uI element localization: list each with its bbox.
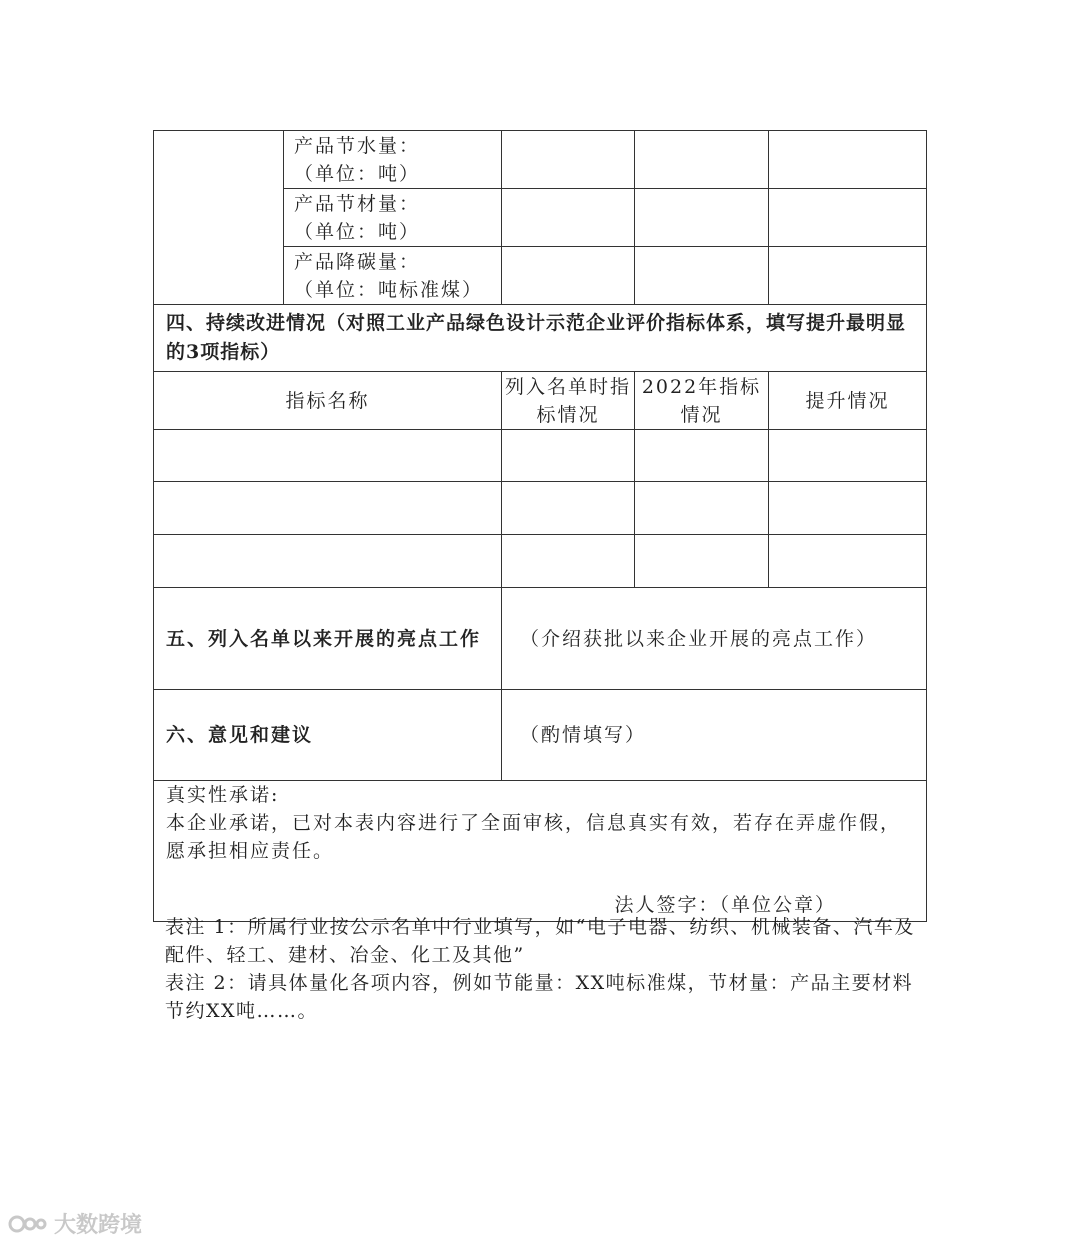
input-cell[interactable] (154, 430, 502, 482)
table-row (154, 535, 927, 588)
note-2: 表注 2：请具体量化各项内容，例如节能量：XX吨标准煤，节材量：产品主要材料节约XX吨……。 (165, 972, 914, 1022)
table-row (154, 430, 927, 482)
note-1: 表注 1：所属行业按公示名单中行业填写，如“电子电器、纺织、机械装备、汽车及配件、轻工、建材、冶金、化工及其他” (165, 916, 915, 966)
metric-unit: （单位：吨标准煤） (294, 278, 484, 301)
input-cell[interactable] (502, 482, 635, 535)
input-cell[interactable] (502, 430, 635, 482)
input-cell[interactable] (769, 535, 927, 588)
input-cell[interactable] (769, 247, 927, 305)
section3-row (154, 131, 927, 189)
section4-title-row (154, 305, 927, 372)
input-cell[interactable] (635, 535, 769, 588)
input-cell[interactable] (769, 482, 927, 535)
promise-cell (154, 781, 927, 922)
input-cell[interactable] (635, 247, 769, 305)
section5-row (154, 588, 927, 690)
metric-label: 产品降碳量： (294, 250, 421, 273)
input-cell[interactable] (769, 189, 927, 247)
watermark (8, 1208, 142, 1239)
column-header-listed-status: 列入名单时指标情况 (502, 372, 635, 430)
section4-title: 四、持续改进情况（对照工业产品绿色设计示范企业评价指标体系，填写提升最明显的3项指标） (154, 305, 927, 372)
section5-input[interactable]: （介绍获批以来企业开展的亮点工作） (502, 588, 927, 690)
input-cell[interactable] (502, 189, 635, 247)
section5-title: 五、列入名单以来开展的亮点工作 (154, 588, 502, 690)
input-cell[interactable] (502, 247, 635, 305)
input-cell[interactable] (635, 131, 769, 189)
table-row (154, 482, 927, 535)
input-cell[interactable] (635, 430, 769, 482)
metric-label-cell (284, 131, 502, 189)
watermark-logo-icon (8, 1211, 48, 1237)
input-cell[interactable] (502, 535, 635, 588)
metric-label-cell (284, 189, 502, 247)
input-cell[interactable] (154, 482, 502, 535)
input-cell[interactable] (769, 131, 927, 189)
evaluation-form-table (153, 130, 927, 922)
input-cell[interactable] (769, 430, 927, 482)
column-header-indicator-name: 指标名称 (154, 372, 502, 430)
section6-input[interactable]: （酌情填写） (502, 690, 927, 781)
input-cell[interactable] (154, 535, 502, 588)
section6-row (154, 690, 927, 781)
watermark-text: 大数跨境 (54, 1213, 143, 1238)
metric-label: 产品节水量： (294, 134, 421, 157)
input-cell[interactable] (502, 131, 635, 189)
promise-text: 本企业承诺，已对本表内容进行了全面审核，信息真实有效，若存在弄虚作假，愿承担相应责任。 (166, 812, 902, 862)
metric-unit: （单位：吨） (294, 162, 421, 185)
promise-title: 真实性承诺: (166, 784, 280, 806)
column-header-improvement: 提升情况 (769, 372, 927, 430)
metric-unit: （单位：吨） (294, 220, 421, 243)
section4-header-row (154, 372, 927, 430)
column-header-2022-status: 2022年指标情况 (635, 372, 769, 430)
input-cell[interactable] (635, 189, 769, 247)
promise-row (154, 781, 927, 922)
table-notes (165, 913, 925, 1025)
section6-title: 六、意见和建议 (154, 690, 502, 781)
metric-label: 产品节材量： (294, 192, 421, 215)
signature-line[interactable]: 法人签字：（单位公章） (614, 894, 836, 916)
input-cell[interactable] (635, 482, 769, 535)
metric-label-cell (284, 247, 502, 305)
section3-blank-cell (154, 131, 284, 305)
